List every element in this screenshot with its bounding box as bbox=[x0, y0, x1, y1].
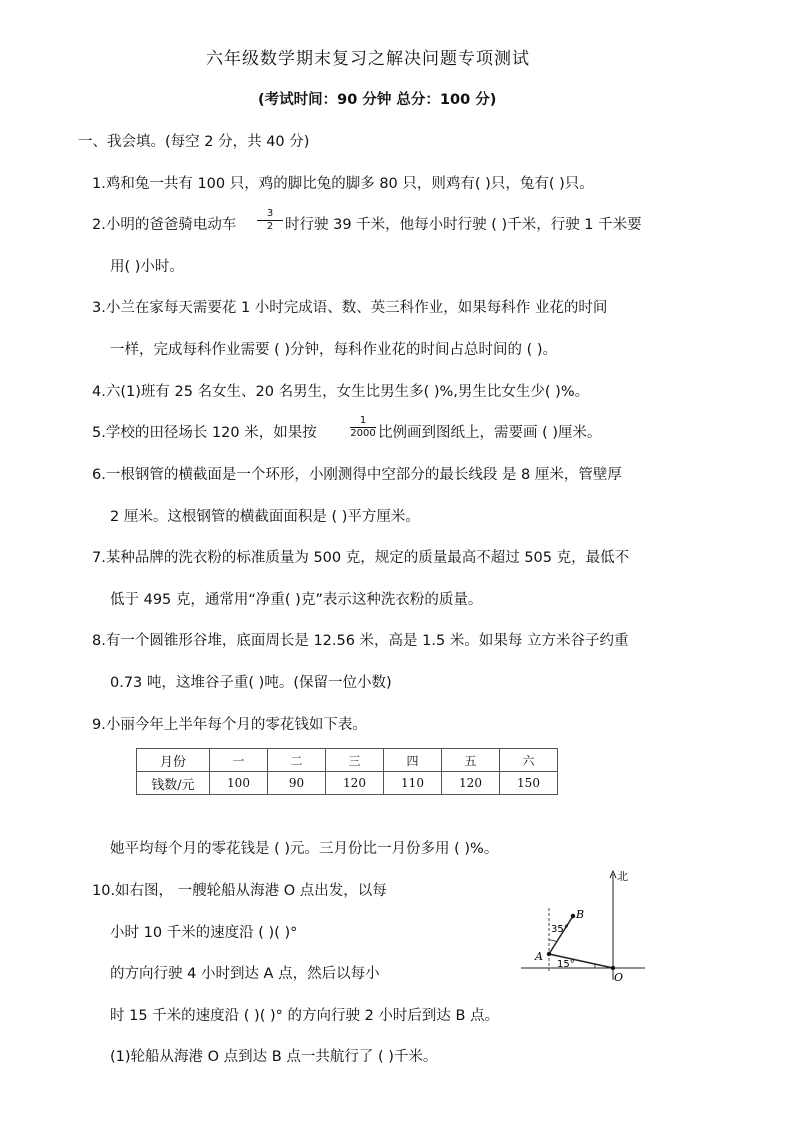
angle-15-label: 15° bbox=[557, 959, 575, 970]
route-a-to-b bbox=[549, 916, 573, 954]
navigation-diagram bbox=[515, 868, 655, 983]
angle-arc-35 bbox=[549, 940, 557, 942]
label-b: B bbox=[576, 908, 585, 921]
table-cell: 二 bbox=[268, 749, 326, 772]
point-o bbox=[611, 966, 615, 970]
page-title: 六年级数学期末复习之解决问题专项测试 bbox=[206, 49, 530, 69]
table-cell: 110 bbox=[384, 772, 442, 795]
question-1: 1.鸡和兔一共有 100 只，鸡的脚比兔的脚多 80 只，则鸡有( )只，兔有( )只。 bbox=[92, 176, 594, 192]
question-4: 4.六(1)班有 25 名女生、20 名男生，女生比男生多( )%,男生比女生少( )%。 bbox=[92, 384, 590, 400]
table-cell: 三 bbox=[326, 749, 384, 772]
label-o: O bbox=[614, 971, 624, 983]
table-cell: 120 bbox=[326, 772, 384, 795]
point-b bbox=[571, 914, 575, 918]
table-row bbox=[137, 749, 558, 772]
table-cell: 六 bbox=[500, 749, 558, 772]
table-cell: 一 bbox=[210, 749, 268, 772]
fraction-1-2000: 1 2000 bbox=[350, 415, 376, 439]
label-a: A bbox=[535, 950, 543, 963]
point-a bbox=[547, 952, 551, 956]
allowance-table bbox=[136, 748, 558, 795]
table-header-money: 钱数/元 bbox=[137, 772, 210, 795]
table-cell: 120 bbox=[442, 772, 500, 795]
section-heading: 一、我会填。(每空 2 分，共 40 分) bbox=[78, 134, 310, 150]
table-cell: 四 bbox=[384, 749, 442, 772]
question-9: 9.小丽今年上半年每个月的零花钱如下表。 bbox=[92, 717, 367, 733]
table-cell: 五 bbox=[442, 749, 500, 772]
table-row bbox=[137, 772, 558, 795]
table-cell: 100 bbox=[210, 772, 268, 795]
north-label: 北 bbox=[617, 870, 628, 883]
fraction-3-2: 3 2 bbox=[257, 209, 283, 232]
angle-35-label: 35° bbox=[551, 924, 569, 935]
table-cell: 150 bbox=[500, 772, 558, 795]
table-header-month: 月份 bbox=[137, 749, 210, 772]
table-cell: 90 bbox=[268, 772, 326, 795]
question-9-blanks: 她平均每个月的零花钱是 ( )元。三月份比一月份多用 ( )%。 bbox=[110, 841, 499, 857]
exam-info: (考试时间：90 分钟 总分：100 分) bbox=[258, 92, 497, 108]
